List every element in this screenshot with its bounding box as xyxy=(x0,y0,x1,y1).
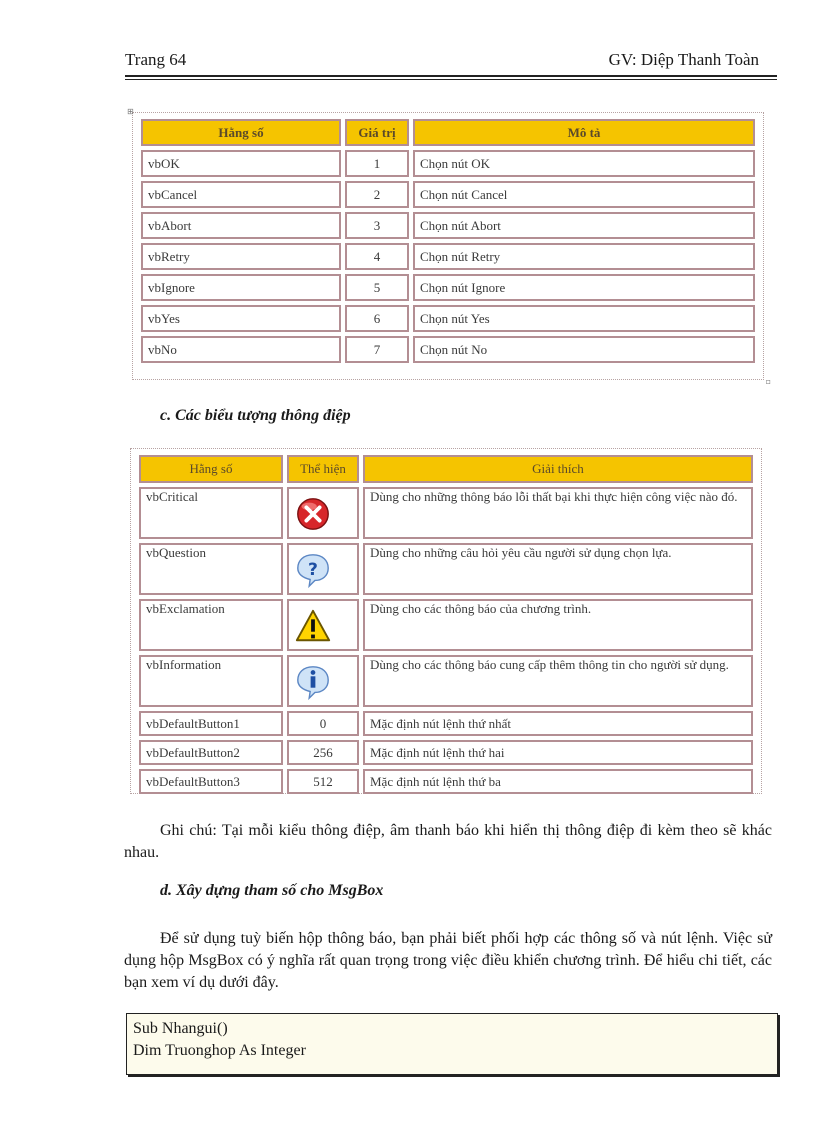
description-cell: Dùng cho những câu hỏi yêu cầu người sử dụng chọn lựa. xyxy=(363,543,753,595)
value-cell: 1 xyxy=(345,150,409,177)
header-rule xyxy=(125,75,777,77)
icon-cell xyxy=(287,655,359,707)
value-cell: 5 xyxy=(345,274,409,301)
critical-icon xyxy=(294,495,332,533)
table-header-row xyxy=(139,455,753,483)
table-row xyxy=(139,655,753,707)
value-cell: 512 xyxy=(287,769,359,794)
table-row xyxy=(139,711,753,736)
column-header: Giải thích xyxy=(363,455,753,483)
note-text: Ghi chú: Tại mỗi kiểu thông điệp, âm thanh báo khi hiển thị thông điệp đi kèm theo sẽ khác nhau. xyxy=(124,822,772,861)
constant-cell: vbOK xyxy=(141,150,341,177)
value-cell: 0 xyxy=(287,711,359,736)
constant-cell: vbYes xyxy=(141,305,341,332)
value-cell: 256 xyxy=(287,740,359,765)
value-cell: 4 xyxy=(345,243,409,270)
value-cell: 2 xyxy=(345,181,409,208)
description-cell: Dùng cho những thông báo lỗi thất bại khi thực hiện công việc nào đó. xyxy=(363,487,753,539)
section-d-heading: d. Xây dựng tham số cho MsgBox xyxy=(160,882,384,899)
table-row xyxy=(141,336,755,363)
constant-cell: vbDefaultButton1 xyxy=(139,711,283,736)
table-header-row xyxy=(141,119,755,146)
note-paragraph xyxy=(124,820,772,864)
column-header: Giá trị xyxy=(345,119,409,146)
column-header: Mô tả xyxy=(413,119,755,146)
description-cell: Mặc định nút lệnh thứ ba xyxy=(363,769,753,794)
header-rule-thin xyxy=(125,79,777,80)
constant-cell: vbCancel xyxy=(141,181,341,208)
svg-text:?: ? xyxy=(308,559,318,580)
author-name: GV: Diệp Thanh Toàn xyxy=(608,50,759,69)
column-header: Thể hiện xyxy=(287,455,359,483)
icon-cell xyxy=(287,599,359,651)
body-paragraph xyxy=(124,928,772,994)
table-row xyxy=(141,181,755,208)
table-anchor-icon: ⊞ xyxy=(127,107,134,116)
body-text: Để sử dụng tuỳ biến hộp thông báo, bạn phải biết phối hợp các thông số và nút lệnh. Việc sử dụng hộp MsgBox có ý nghĩa rất quan trọng trong việc điều khiển chương trình. Để hiểu chi tiết, các bạn xem ví dụ dưới đây. xyxy=(124,930,772,991)
description-cell: Chọn nút Cancel xyxy=(413,181,755,208)
page-header xyxy=(125,50,777,74)
section-c-heading: c. Các biểu tượng thông điệp xyxy=(160,407,351,424)
table-row xyxy=(139,487,753,539)
table-row xyxy=(139,543,753,595)
information-icon xyxy=(294,663,332,701)
constant-cell: vbNo xyxy=(141,336,341,363)
icon-cell xyxy=(287,487,359,539)
value-cell: 6 xyxy=(345,305,409,332)
table-row xyxy=(141,212,755,239)
code-block xyxy=(126,1013,778,1075)
constant-cell: vbRetry xyxy=(141,243,341,270)
button-values-table-frame xyxy=(127,107,771,386)
table-row xyxy=(141,274,755,301)
icons-table-frame xyxy=(130,448,762,794)
description-cell: Dùng cho các thông báo của chương trình. xyxy=(363,599,753,651)
constant-cell: vbInformation xyxy=(139,655,283,707)
description-cell: Mặc định nút lệnh thứ hai xyxy=(363,740,753,765)
code-line: Sub Nhangui() xyxy=(133,1020,228,1037)
table-row xyxy=(141,243,755,270)
table-row xyxy=(139,599,753,651)
column-header: Hằng số xyxy=(139,455,283,483)
icon-cell xyxy=(287,543,359,595)
constant-cell: vbCritical xyxy=(139,487,283,539)
question-icon xyxy=(294,551,332,589)
table-resize-icon: ▫ xyxy=(765,377,771,386)
constant-cell: vbIgnore xyxy=(141,274,341,301)
description-cell: Chọn nút Ignore xyxy=(413,274,755,301)
page-number: Trang 64 xyxy=(125,50,187,69)
description-cell: Chọn nút No xyxy=(413,336,755,363)
description-cell: Dùng cho các thông báo cung cấp thêm thông tin cho người sử dụng. xyxy=(363,655,753,707)
icons-table xyxy=(135,451,757,798)
table-row xyxy=(141,150,755,177)
value-cell: 3 xyxy=(345,212,409,239)
code-line: Dim Truonghop As Integer xyxy=(133,1042,306,1059)
table-row xyxy=(141,305,755,332)
description-cell: Chọn nút Retry xyxy=(413,243,755,270)
description-cell: Chọn nút Yes xyxy=(413,305,755,332)
exclamation-icon xyxy=(294,607,332,645)
constant-cell: vbDefaultButton2 xyxy=(139,740,283,765)
constant-cell: vbAbort xyxy=(141,212,341,239)
value-cell: 7 xyxy=(345,336,409,363)
description-cell: Mặc định nút lệnh thứ nhất xyxy=(363,711,753,736)
table-row xyxy=(139,769,753,794)
column-header: Hằng số xyxy=(141,119,341,146)
constant-cell: vbQuestion xyxy=(139,543,283,595)
description-cell: Chọn nút Abort xyxy=(413,212,755,239)
constant-cell: vbExclamation xyxy=(139,599,283,651)
table-row xyxy=(139,740,753,765)
constant-cell: vbDefaultButton3 xyxy=(139,769,283,794)
button-values-table xyxy=(137,115,759,367)
description-cell: Chọn nút OK xyxy=(413,150,755,177)
